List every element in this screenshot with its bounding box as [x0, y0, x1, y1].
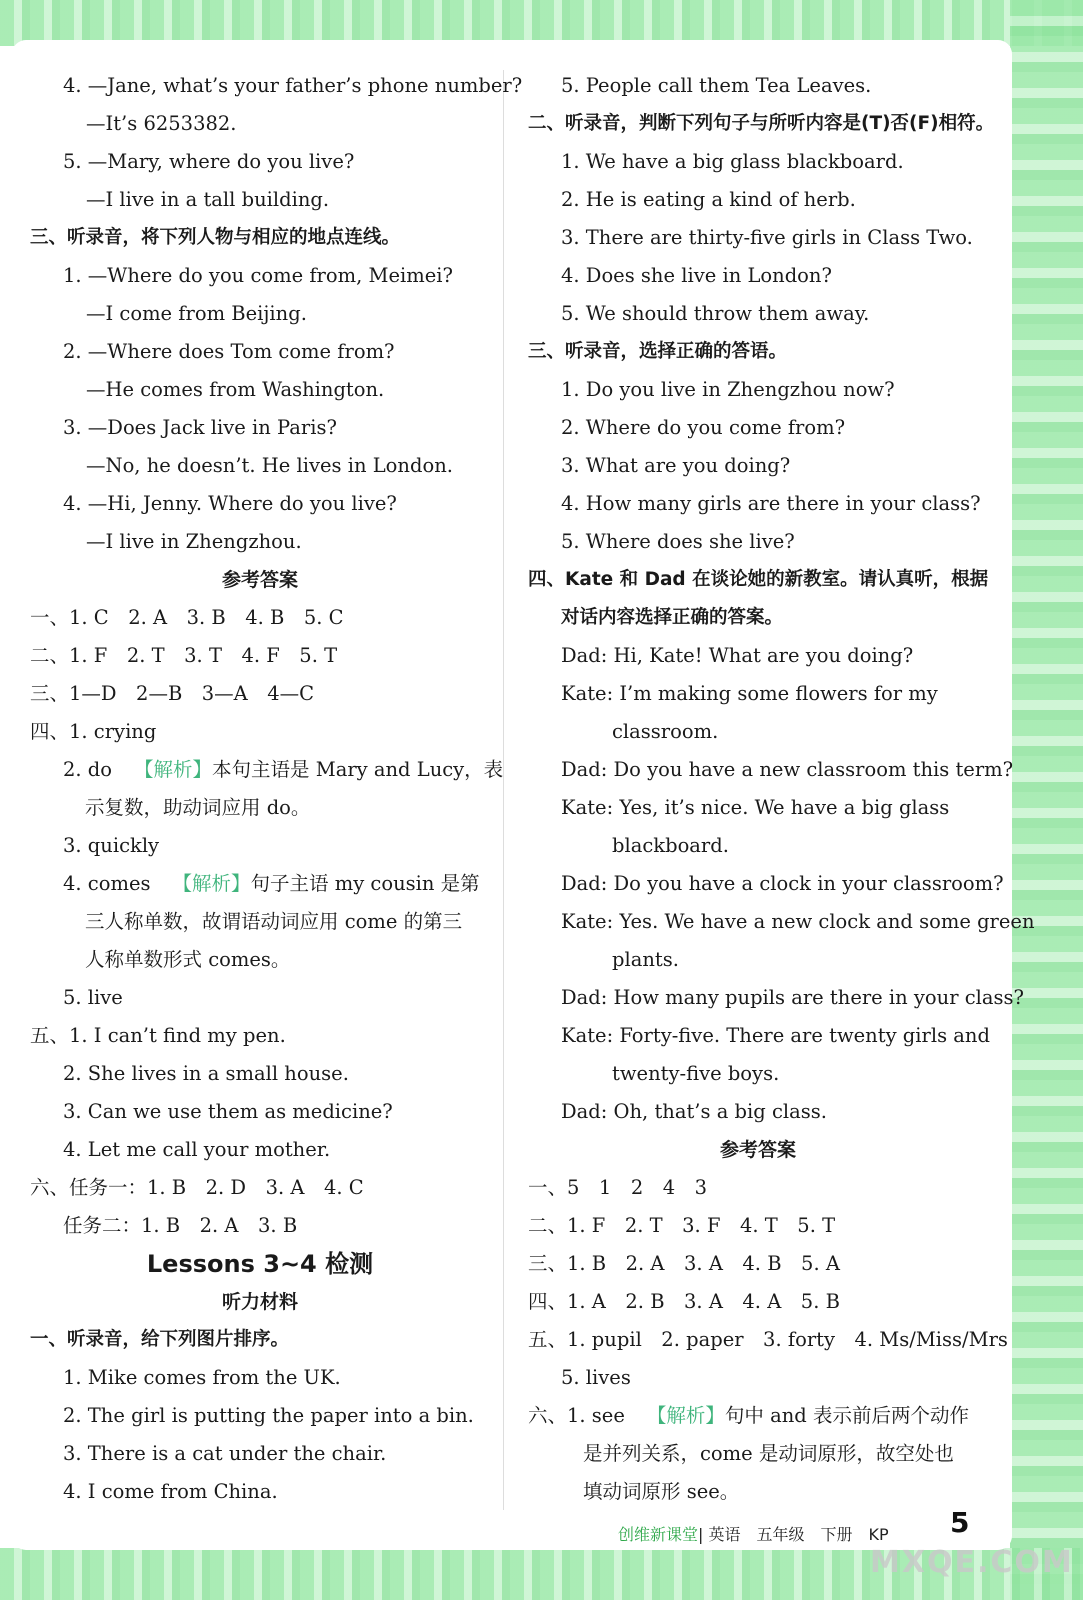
right-line	[528, 903, 1035, 941]
analysis-tag: 【解析】	[646, 1404, 725, 1427]
right-line	[528, 1321, 1008, 1359]
watermark: MXQE.COM	[870, 1545, 1074, 1580]
line-text: 2. She lives in a small house.	[63, 1062, 349, 1085]
left-line	[30, 827, 490, 865]
left-line	[30, 67, 523, 105]
line-text: 1. Mike comes from the UK.	[63, 1366, 341, 1389]
left-line	[30, 485, 490, 523]
left-line	[30, 751, 504, 789]
right-line	[528, 1283, 988, 1321]
left-line	[30, 1435, 490, 1473]
line-text: 3. quickly	[63, 834, 160, 857]
line-text: 参考答案	[221, 569, 298, 591]
right-line	[528, 599, 988, 637]
line-text: 四、Kate 和 Dad 在谈论她的新教室。请认真听，根据	[528, 569, 989, 590]
right-line	[528, 485, 988, 523]
line-text: 3. There is a cat under the chair.	[63, 1442, 387, 1465]
line-text-after: 句子主语 my cousin 是第	[250, 872, 480, 895]
decorative-border-right	[1010, 0, 1083, 1600]
line-text: 三人称单数，故谓语动词应用 come 的第三	[85, 910, 463, 933]
right-line	[528, 865, 1004, 903]
left-line	[30, 713, 490, 751]
right-column	[528, 67, 1035, 1511]
line-text: —It’s 6253382.	[86, 112, 237, 135]
right-line	[528, 789, 988, 827]
right-line	[528, 1093, 988, 1131]
line-text: 5. We should throw them away.	[561, 302, 870, 325]
right-line	[528, 1473, 988, 1511]
right-line	[528, 409, 988, 447]
left-line	[30, 105, 490, 143]
line-text: 三、1. B 2. A 3. A 4. B 5. A	[528, 1252, 840, 1275]
left-line	[30, 675, 490, 713]
left-line	[30, 333, 490, 371]
line-text: 3. What are you doing?	[561, 454, 791, 477]
line-text: 一、听录音，给下列图片排序。	[30, 1329, 290, 1350]
line-text: 5. Where does she live?	[561, 530, 795, 553]
left-line	[30, 599, 490, 637]
left-line	[30, 181, 490, 219]
left-line	[30, 523, 490, 561]
left-line	[30, 1321, 490, 1359]
left-line	[30, 903, 490, 941]
left-line	[30, 865, 490, 903]
right-line	[528, 447, 988, 485]
line-text: 五、1. pupil 2. paper 3. forty 4. Ms/Miss/Mrs	[528, 1328, 1008, 1351]
right-line	[528, 257, 988, 295]
line-text: 二、1. F 2. T 3. F 4. T 5. T	[528, 1214, 836, 1237]
line-text: 一、5 1 2 4 3	[528, 1176, 708, 1199]
line-text: Dad: Hi, Kate! What are you doing?	[561, 644, 914, 667]
line-text: 2. The girl is putting the paper into a bin.	[63, 1404, 474, 1427]
right-line	[528, 181, 988, 219]
footer-info: | 英语 五年级 下册 KP	[698, 1525, 889, 1544]
right-line	[528, 67, 988, 105]
line-text: Kate: Yes. We have a new clock and some green	[561, 910, 1035, 933]
line-text: 四、1. crying	[30, 720, 157, 743]
right-line	[528, 675, 988, 713]
line-text: 六、任务一：1. B 2. D 3. A 4. C	[30, 1176, 364, 1199]
line-text: 2. do	[63, 758, 113, 781]
right-line	[528, 1169, 988, 1207]
line-text-after: 本句主语是 Mary and Lucy，表	[212, 758, 504, 781]
line-text: 三、听录音，选择正确的答语。	[528, 341, 788, 362]
line-text: Kate: Yes, it’s nice. We have a big glass	[561, 796, 950, 819]
right-line	[528, 941, 988, 979]
line-text: —I come from Beijing.	[86, 302, 307, 325]
line-text: 1. —Where do you come from, Meimei?	[63, 264, 453, 287]
right-line	[528, 295, 988, 333]
right-line	[528, 143, 988, 181]
line-text: 3. —Does Jack live in Paris?	[63, 416, 337, 439]
line-text: plants.	[612, 948, 679, 971]
line-text: Kate: Forty-five. There are twenty girls and	[561, 1024, 990, 1047]
left-line	[30, 1397, 490, 1435]
left-line	[30, 1131, 490, 1169]
right-line	[528, 751, 1014, 789]
left-line	[30, 561, 490, 599]
left-line	[30, 371, 490, 409]
left-line	[30, 143, 490, 181]
right-line	[528, 371, 988, 409]
line-text: 4. —Jane, what’s your father’s phone number?	[63, 74, 523, 97]
left-line	[30, 979, 490, 1017]
right-line	[528, 333, 988, 371]
analysis-tag: 【解析】	[134, 758, 213, 781]
page-number: 5	[950, 1506, 970, 1539]
left-column	[30, 67, 523, 1511]
analysis-tag: 【解析】	[172, 872, 251, 895]
line-text: 三、1—D 2—B 3—A 4—C	[30, 682, 315, 705]
column-divider	[503, 70, 504, 1510]
right-line	[528, 219, 988, 257]
line-text: 1. Do you live in Zhengzhou now?	[561, 378, 895, 401]
line-text: 4. comes	[63, 872, 151, 895]
left-line	[30, 1093, 490, 1131]
left-line	[30, 295, 490, 333]
line-text: 二、听录音，判断下列句子与所听内容是(T)否(F)相符。	[528, 113, 995, 134]
line-text: 5. live	[63, 986, 123, 1009]
left-line	[30, 409, 490, 447]
line-text: Dad: Do you have a clock in your classroom?	[561, 872, 1004, 895]
left-line	[30, 1283, 490, 1321]
line-text: 人称单数形式 comes。	[85, 948, 291, 971]
line-text: 5. —Mary, where do you live?	[63, 150, 355, 173]
line-text: 3. There are thirty-five girls in Class Two.	[561, 226, 973, 249]
line-text: classroom.	[612, 720, 719, 743]
line-text: Lessons 3~4 检测	[146, 1250, 374, 1278]
line-text: twenty-five boys.	[612, 1062, 780, 1085]
line-text: 4. Does she live in London?	[561, 264, 832, 287]
right-line	[528, 1359, 988, 1397]
right-line	[528, 979, 1025, 1017]
right-line	[528, 1131, 988, 1169]
line-text: —I live in Zhengzhou.	[86, 530, 302, 553]
line-text: 六、1. see	[528, 1404, 625, 1427]
page-footer	[618, 1522, 889, 1545]
line-text: —I live in a tall building.	[86, 188, 330, 211]
left-line	[30, 789, 490, 827]
line-text: 对话内容选择正确的答案。	[561, 607, 784, 628]
right-line	[528, 1245, 988, 1283]
right-line	[528, 713, 988, 751]
line-text: 二、1. F 2. T 3. T 4. F 5. T	[30, 644, 338, 667]
left-line	[30, 447, 490, 485]
line-text: Dad: Oh, that’s a big class.	[561, 1100, 827, 1123]
line-text: 参考答案	[719, 1139, 796, 1161]
line-text: 填动词原形 see。	[583, 1480, 740, 1503]
line-text: 3. Can we use them as medicine?	[63, 1100, 393, 1123]
line-text: 2. Where do you come from?	[561, 416, 846, 439]
footer-brand: 创维新课堂	[618, 1525, 699, 1544]
line-text: 示复数，助动词应用 do。	[85, 796, 311, 819]
left-line	[30, 1017, 490, 1055]
line-text: Dad: How many pupils are there in your class?	[561, 986, 1025, 1009]
line-text: 2. He is eating a kind of herb.	[561, 188, 856, 211]
right-line	[528, 1397, 988, 1435]
right-line	[528, 1207, 988, 1245]
line-text: 任务二：1. B 2. A 3. B	[63, 1214, 298, 1237]
left-line	[30, 1245, 490, 1283]
line-text: 4. —Hi, Jenny. Where do you live?	[63, 492, 397, 515]
left-line	[30, 1359, 490, 1397]
left-line	[30, 257, 490, 295]
line-text: 2. —Where does Tom come from?	[63, 340, 395, 363]
right-line	[528, 1055, 988, 1093]
left-line	[30, 1169, 490, 1207]
right-line	[528, 523, 988, 561]
line-text: 三、听录音，将下列人物与相应的地点连线。	[30, 227, 401, 248]
line-text: blackboard.	[612, 834, 729, 857]
left-line	[30, 941, 490, 979]
line-text: 4. How many girls are there in your class?	[561, 492, 981, 515]
line-text-after: 句中 and 表示前后两个动作	[724, 1404, 969, 1427]
left-line	[30, 1473, 490, 1511]
line-text: 五、1. I can’t find my pen.	[30, 1024, 286, 1047]
left-line	[30, 219, 490, 257]
left-line	[30, 637, 490, 675]
right-line	[528, 1435, 988, 1473]
line-text: Kate: I’m making some flowers for my	[561, 682, 938, 705]
line-text: 四、1. A 2. B 3. A 4. A 5. B	[528, 1290, 840, 1313]
right-line	[528, 105, 995, 143]
line-text: Dad: Do you have a new classroom this term?	[561, 758, 1014, 781]
line-text: 5. People call them Tea Leaves.	[561, 74, 872, 97]
line-text: 是并列关系，come 是动词原形，故空处也	[583, 1442, 954, 1465]
line-text: 听力材料	[221, 1291, 298, 1313]
line-text: —He comes from Washington.	[86, 378, 385, 401]
right-line	[528, 637, 988, 675]
right-line	[528, 1017, 988, 1055]
line-text: 4. I come from China.	[63, 1480, 278, 1503]
line-text: 1. We have a big glass blackboard.	[561, 150, 904, 173]
left-line	[30, 1055, 490, 1093]
line-text: —No, he doesn’t. He lives in London.	[86, 454, 453, 477]
left-line	[30, 1207, 490, 1245]
right-line	[528, 561, 988, 599]
line-text: 5. lives	[561, 1366, 631, 1389]
line-text: 一、1. C 2. A 3. B 4. B 5. C	[30, 606, 344, 629]
right-line	[528, 827, 988, 865]
line-text: 4. Let me call your mother.	[63, 1138, 331, 1161]
